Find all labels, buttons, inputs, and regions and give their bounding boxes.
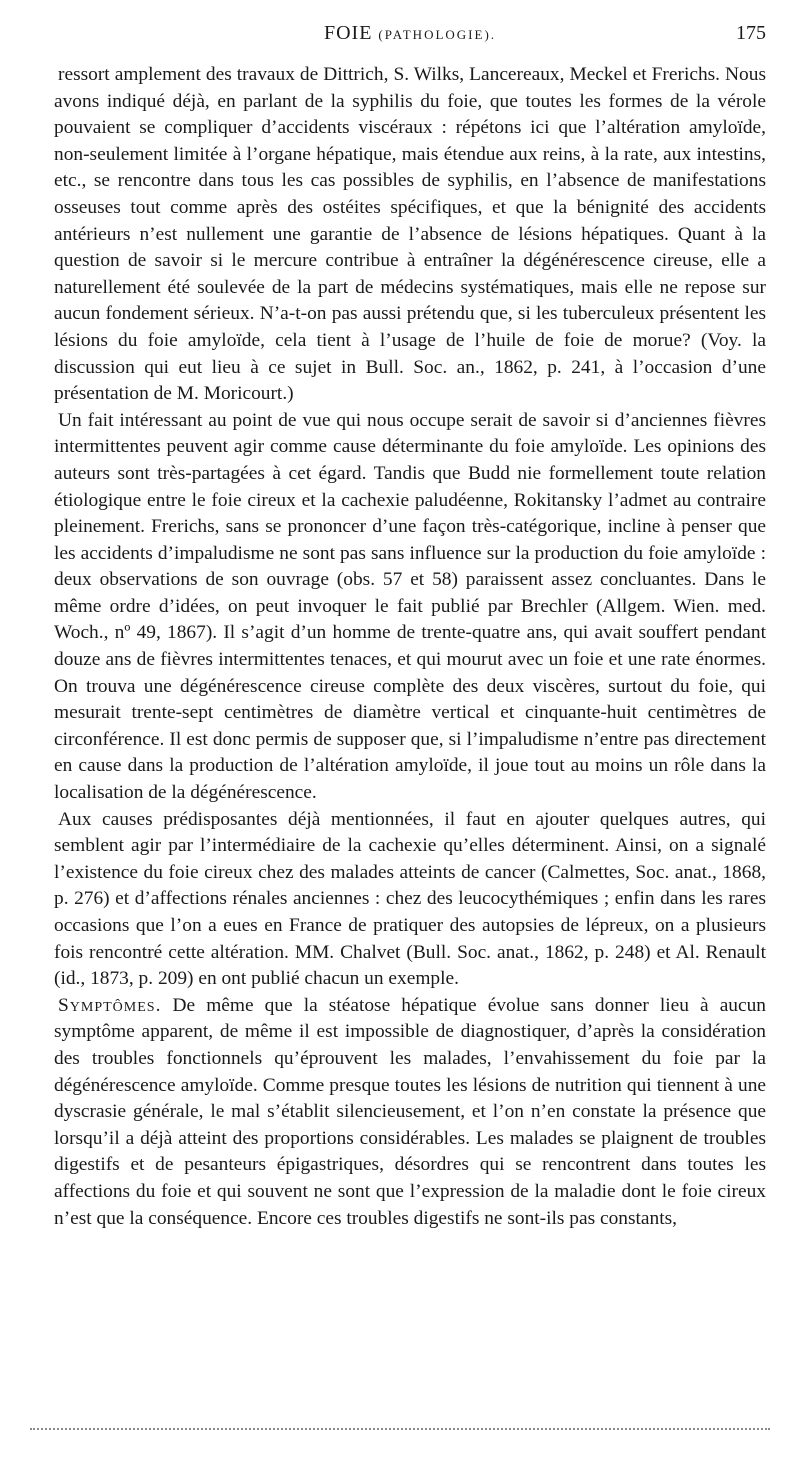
running-title [54,22,766,45]
paragraph-continuation: ressort amplement des travaux de Dittrich, S. Wilks, Lancereaux, Meckel et Frerichs. Nous avons indiqué déjà, en parlant de la syphilis du foie, que toutes les formes de la vérole pouvaient se compliquer d’accidents viscéraux : répétons ici que l’altération amyloïde, non-seulement limitée à l’organe hépatique, mais étendue aux reins, à la rate, aux intestins, etc., se rencontre dans tous les cas possibles de syphilis, en l’absence de manifestations osseuses tout comme après des ostéites spécifiques, et que la bénignité des accidents antérieurs n’est nullement une garantie de l’absence de lésions hépatiques. Quant à la question de savoir si le mercure contribue à entraîner la dégénérescence cireuse, elle a naturellement été soulevée de la part de médecins systématiques, mais elle ne repose sur aucun fondement sérieux. N’a-t-on pas aussi prétendu que, si les tuberculeux présentent les lésions du foie amyloïde, cela tient à l’usage de l’huile de foie de morue? (Voy. la discussion qui eut lieu à ce sujet in Bull. Soc. an., 1862, p. 241, à l’occasion d’une présentation de M. Moricourt.) [54,64,766,405]
paragraph-intermittent-fevers: Un fait intéressant au point de vue qui nous occupe serait de savoir si d’anciennes fièvres intermittentes peuvent agir comme cause déterminante du foie amyloïde. Les opinions des auteurs sont très-partagées à cet égard. Tandis que Budd nie formellement toute relation étiologique entre le foie cireux et la cachexie paludéenne, Rokitansky l’admet au contraire pleinement. Frerichs, sans se prononcer d’une façon très-catégorique, incline à penser que les accidents d’impaludisme ne sont pas sans influence sur la production du foie amyloïde : deux observations de son ouvrage (obs. 57 et 58) paraissent assez concluantes. Dans le même ordre d’idées, on peut invoquer le fait publié par Brechler (Allgem. Wien. med. Woch., nº 49, 1867). Il s’agit d’un homme de trente-quatre ans, qui avait souffert pendant douze ans de fièvres intermittentes tenaces, et qui mourut avec un foie et une rate énormes. On trouva une dégénérescence cireuse complète des deux viscères, surtout du foie, qui mesurait trente-sept centimètres de diamètre vertical et cinquante-huit centimètres de circonférence. Il est donc permis de supposer que, si l’impaludisme n’entre pas directement en cause dans la production de l’altération amyloïde, il joue tout au moins un rôle dans la localisation de la dégénérescence. [54,409,766,804]
footer-dotted-rule [30,1428,770,1430]
body-text [54,62,766,1232]
paragraph-predisposing-causes: Aux causes prédisposantes déjà mentionnées, il faut en ajouter quelques autres, qui semblent agir par l’intermédiaire de la cachexie qu’elles déterminent. Ainsi, on a signalé l’existence du foie cireux chez des malades atteints de cancer (Calmettes, Soc. anat., 1868, p. 276) et d’affections rénales anciennes : chez des leucocythémiques ; enfin dans les rares occasions que l’on a eues en France de pratiquer des autopsies de lépreux, on a plusieurs fois rencontré cette altération. MM. Chalvet (Bull. Soc. anat., 1862, p. 248) et Al. Renault (id., 1873, p. 209) en ont publié chacun un exemple. [54,808,766,990]
paragraph-symptoms-text: De même que la stéatose hépatique évolue sans donner lieu à aucun symptôme apparent, de même il est impossible de diagnostiquer, d’après la considération des troubles fonctionnels qu’éprouvent les malades, l’envahissement du foie par la dégénérescence amyloïde. Comme presque toutes les lésions de nutrition qui tiennent à une dyscrasie générale, le mal s’établit silencieusement, et l’on n’en constate la présence que lorsqu’il a déjà atteint des proportions considérables. Les malades se plaignent de troubles digestifs et de pesanteurs épigastriques, désordres qui se rencontrent dans toutes les affections du foie et qui souvent ne sont que l’expression de la maladie dont le foie cireux n’est que la conséquence. Encore ces troubles digestifs ne sont-ils pas constants, [54,994,766,1229]
header-title: FOIE [323,22,373,44]
section-lead-symptomes: Symptômes. [58,994,162,1016]
running-header [54,22,766,50]
page-number: 175 [736,22,766,44]
header-subtitle: (PATHOLOGIE). [378,27,497,42]
paragraph-symptoms [54,993,766,1232]
